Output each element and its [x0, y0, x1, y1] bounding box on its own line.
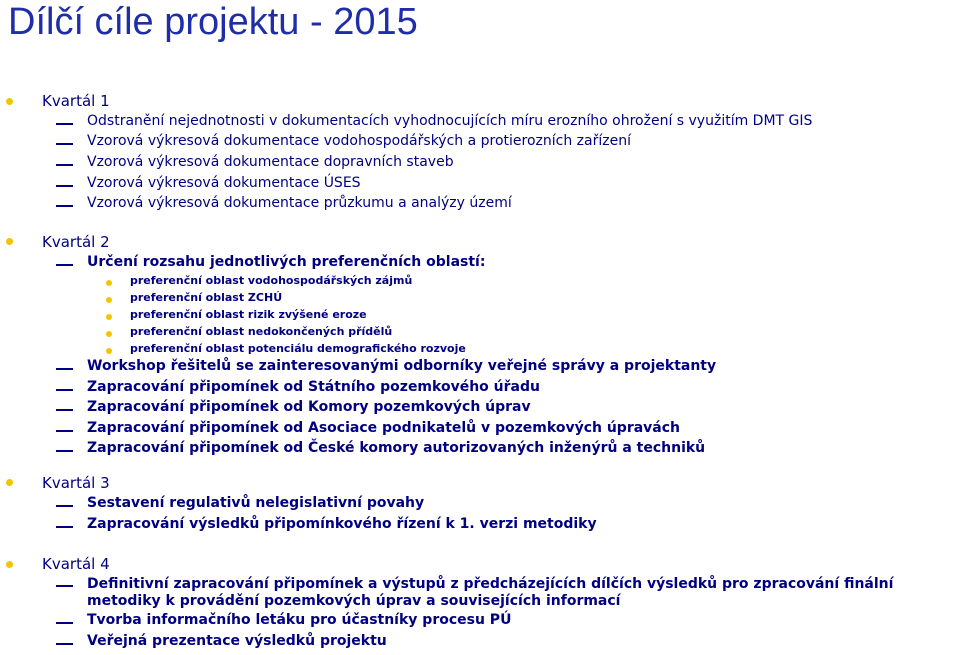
- bullet-icon: [106, 297, 112, 303]
- dash-icon: [56, 622, 73, 624]
- bullet-icon: [106, 314, 112, 320]
- quarter-heading: Kvartál 2: [42, 233, 110, 251]
- list-item: Zapracování výsledků připomínkového řízení k 1. verzi metodiky: [87, 516, 597, 532]
- list-item: Vzorová výkresová dokumentace ÚSES: [87, 175, 361, 191]
- list-item: Veřejná prezentace výsledků projektu: [87, 633, 387, 649]
- dash-icon: [56, 409, 73, 411]
- list-item: Workshop řešitelů se zainteresovanými odborníky veřejné správy a projektanty: [87, 358, 717, 374]
- quarter-heading: Kvartál 1: [42, 92, 110, 110]
- dash-icon: [56, 450, 73, 452]
- list-item: Zapracování připomínek od Asociace podnikatelů v pozemkových úpravách: [87, 420, 681, 436]
- bullet-icon: [106, 280, 112, 286]
- dash-icon: [56, 264, 73, 266]
- list-item: Vzorová výkresová dokumentace vodohospodářských a protierozních zařízení: [87, 133, 631, 149]
- bullet-icon: [6, 98, 13, 105]
- dash-icon: [56, 643, 73, 645]
- bullet-icon: [6, 561, 13, 568]
- list-item: Odstranění nejednotnosti v dokumentacích vyhodnocujících míru erozního ohrožení s využitím DMT GIS: [87, 113, 813, 129]
- dash-icon: [56, 185, 73, 187]
- sub-list-item: preferenční oblast rizik zvýšené eroze: [130, 308, 367, 321]
- dash-icon: [56, 143, 73, 145]
- bullet-icon: [6, 479, 13, 486]
- list-item: Vzorová výkresová dokumentace průzkumu a analýzy území: [87, 195, 512, 211]
- list-item: Zapracování připomínek od Státního pozemkového úřadu: [87, 379, 540, 395]
- list-item: Určení rozsahu jednotlivých preferenčních oblastí:: [87, 254, 486, 270]
- sub-list-item: preferenční oblast vodohospodářských zájmů: [130, 274, 413, 287]
- bullet-icon: [106, 348, 112, 354]
- dash-icon: [56, 123, 73, 125]
- dash-icon: [56, 430, 73, 432]
- dash-icon: [56, 505, 73, 507]
- quarter-heading: Kvartál 4: [42, 555, 110, 573]
- list-item: Definitivní zapracování připomínek a výstupů z předcházejících dílčích výsledků pro zpracování finální metodiky k provádění pozemkových úprav a souvisejících informací: [87, 576, 894, 609]
- sub-list-item: preferenční oblast ZCHÚ: [130, 291, 283, 304]
- list-item: Sestavení regulativů nelegislativní povahy: [87, 495, 425, 511]
- list-item: Tvorba informačního letáku pro účastníky procesu PÚ: [87, 612, 512, 628]
- sub-list-item: preferenční oblast nedokončených přídělů: [130, 325, 393, 338]
- list-item: Zapracování připomínek od České komory autorizovaných inženýrů a techniků: [87, 440, 706, 456]
- quarter-heading: Kvartál 3: [42, 474, 110, 492]
- bullet-icon: [6, 238, 13, 245]
- sub-list-item: preferenční oblast potenciálu demografického rozvoje: [130, 342, 466, 355]
- dash-icon: [56, 368, 73, 370]
- dash-icon: [56, 585, 73, 587]
- dash-icon: [56, 389, 73, 391]
- dash-icon: [56, 205, 73, 207]
- bullet-icon: [106, 331, 112, 337]
- list-item: Zapracování připomínek od Komory pozemkových úprav: [87, 399, 531, 415]
- page-title: Dílčí cíle projektu - 2015: [8, 1, 418, 43]
- list-item: Vzorová výkresová dokumentace dopravních staveb: [87, 154, 454, 170]
- dash-icon: [56, 526, 73, 528]
- dash-icon: [56, 164, 73, 166]
